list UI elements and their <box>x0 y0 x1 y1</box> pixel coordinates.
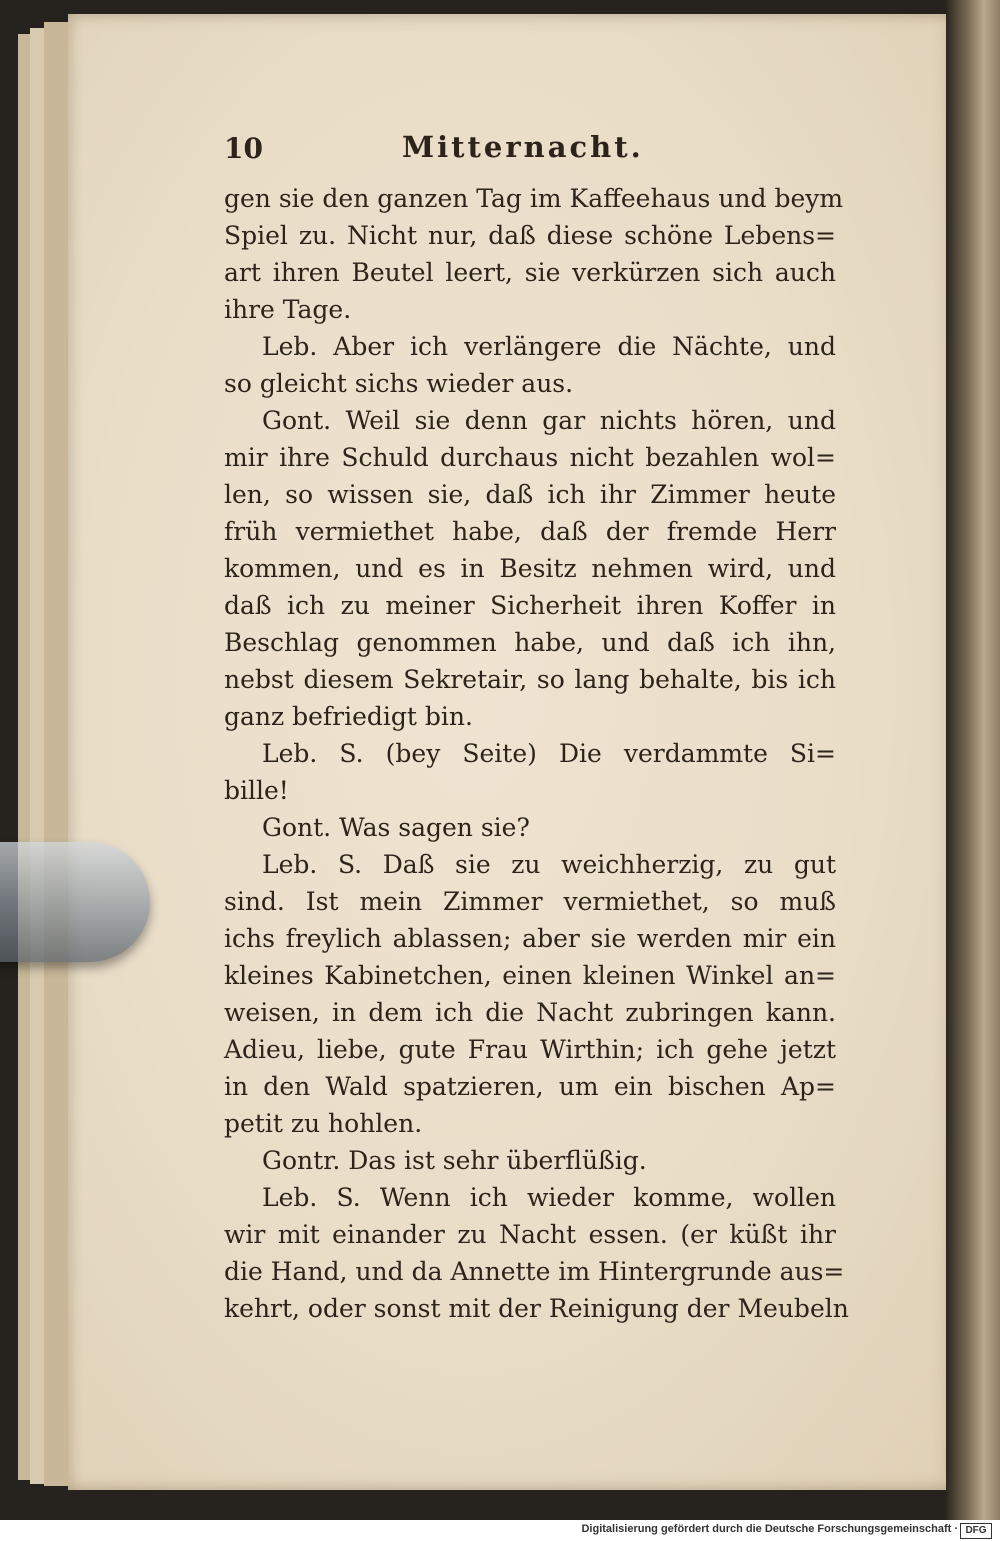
page-text <box>224 128 849 1327</box>
text-line: so gleicht sichs wieder aus. <box>224 369 574 398</box>
text-line: ichs freylich ablassen; aber sie werden mir ein <box>224 924 836 953</box>
text-line: früh vermiethet habe, daß der fremde Herr <box>224 517 836 546</box>
text-line: ihre Tage. <box>224 295 352 324</box>
book-gutter <box>946 0 1000 1520</box>
text-line: sind. Ist mein Zimmer vermiethet, so muß <box>224 887 836 916</box>
text-line: Leb. S. Wenn ich wieder komme, wollen <box>262 1183 836 1212</box>
text-line: in den Wald spatzieren, um ein bischen Ap= <box>224 1072 836 1101</box>
text-line: Adieu, liebe, gute Frau Wirthin; ich gehe jetzt <box>224 1035 836 1064</box>
text-line: die Hand, und da Annette im Hintergrunde aus= <box>224 1257 845 1286</box>
dfg-logo: DFG <box>960 1523 992 1539</box>
text-line: len, so wissen sie, daß ich ihr Zimmer heute <box>224 480 836 509</box>
text-line: kleines Kabinetchen, einen kleinen Winkel an= <box>224 961 836 990</box>
glass-page-weight <box>0 842 150 962</box>
text-line: art ihren Beutel leert, sie verkürzen sich auch <box>224 258 836 287</box>
footer-credit: Digitalisierung gefördert durch die Deutsche Forschungsgemeinschaft · <box>581 1523 958 1535</box>
footer-bar <box>0 1520 1000 1541</box>
text-line: Gont. Was sagen sie? <box>262 813 530 842</box>
page-header <box>224 128 836 172</box>
text-line: kommen, und es in Besitz nehmen wird, und <box>224 554 836 583</box>
body-text <box>224 180 849 1327</box>
text-line: Beschlag genommen habe, und daß ich ihn, <box>224 628 836 657</box>
text-line: ganz befriedigt bin. <box>224 702 473 731</box>
text-line: Gontr. Das ist sehr überflüßig. <box>262 1146 647 1175</box>
text-line: wir mit einander zu Nacht essen. (er küßt ihr <box>224 1220 836 1249</box>
text-line: gen sie den ganzen Tag im Kaffeehaus und beym <box>224 184 844 213</box>
text-line: Leb. S. (bey Seite) Die verdammte Si= <box>262 739 836 768</box>
text-line: mir ihre Schuld durchaus nicht bezahlen wol= <box>224 443 836 472</box>
text-line: Leb. S. Daß sie zu weichherzig, zu gut <box>262 850 836 879</box>
text-line: nebst diesem Sekretair, so lang behalte, bis ich <box>224 665 836 694</box>
text-line: weisen, in dem ich die Nacht zubringen kann. <box>224 998 836 1027</box>
text-line: daß ich zu meiner Sicherheit ihren Koffer in <box>224 591 836 620</box>
text-line: petit zu hohlen. <box>224 1109 423 1138</box>
running-title: Mitternacht. <box>402 130 644 164</box>
text-line: Gont. Weil sie denn gar nichts hören, und <box>262 406 836 435</box>
text-line: kehrt, oder sonst mit der Reinigung der Meubeln <box>224 1294 849 1323</box>
text-line: Leb. Aber ich verlängere die Nächte, und <box>262 332 836 361</box>
text-line: bille! <box>224 776 289 805</box>
page-number: 10 <box>224 132 263 165</box>
text-line: Spiel zu. Nicht nur, daß diese schöne Lebens= <box>224 221 836 250</box>
